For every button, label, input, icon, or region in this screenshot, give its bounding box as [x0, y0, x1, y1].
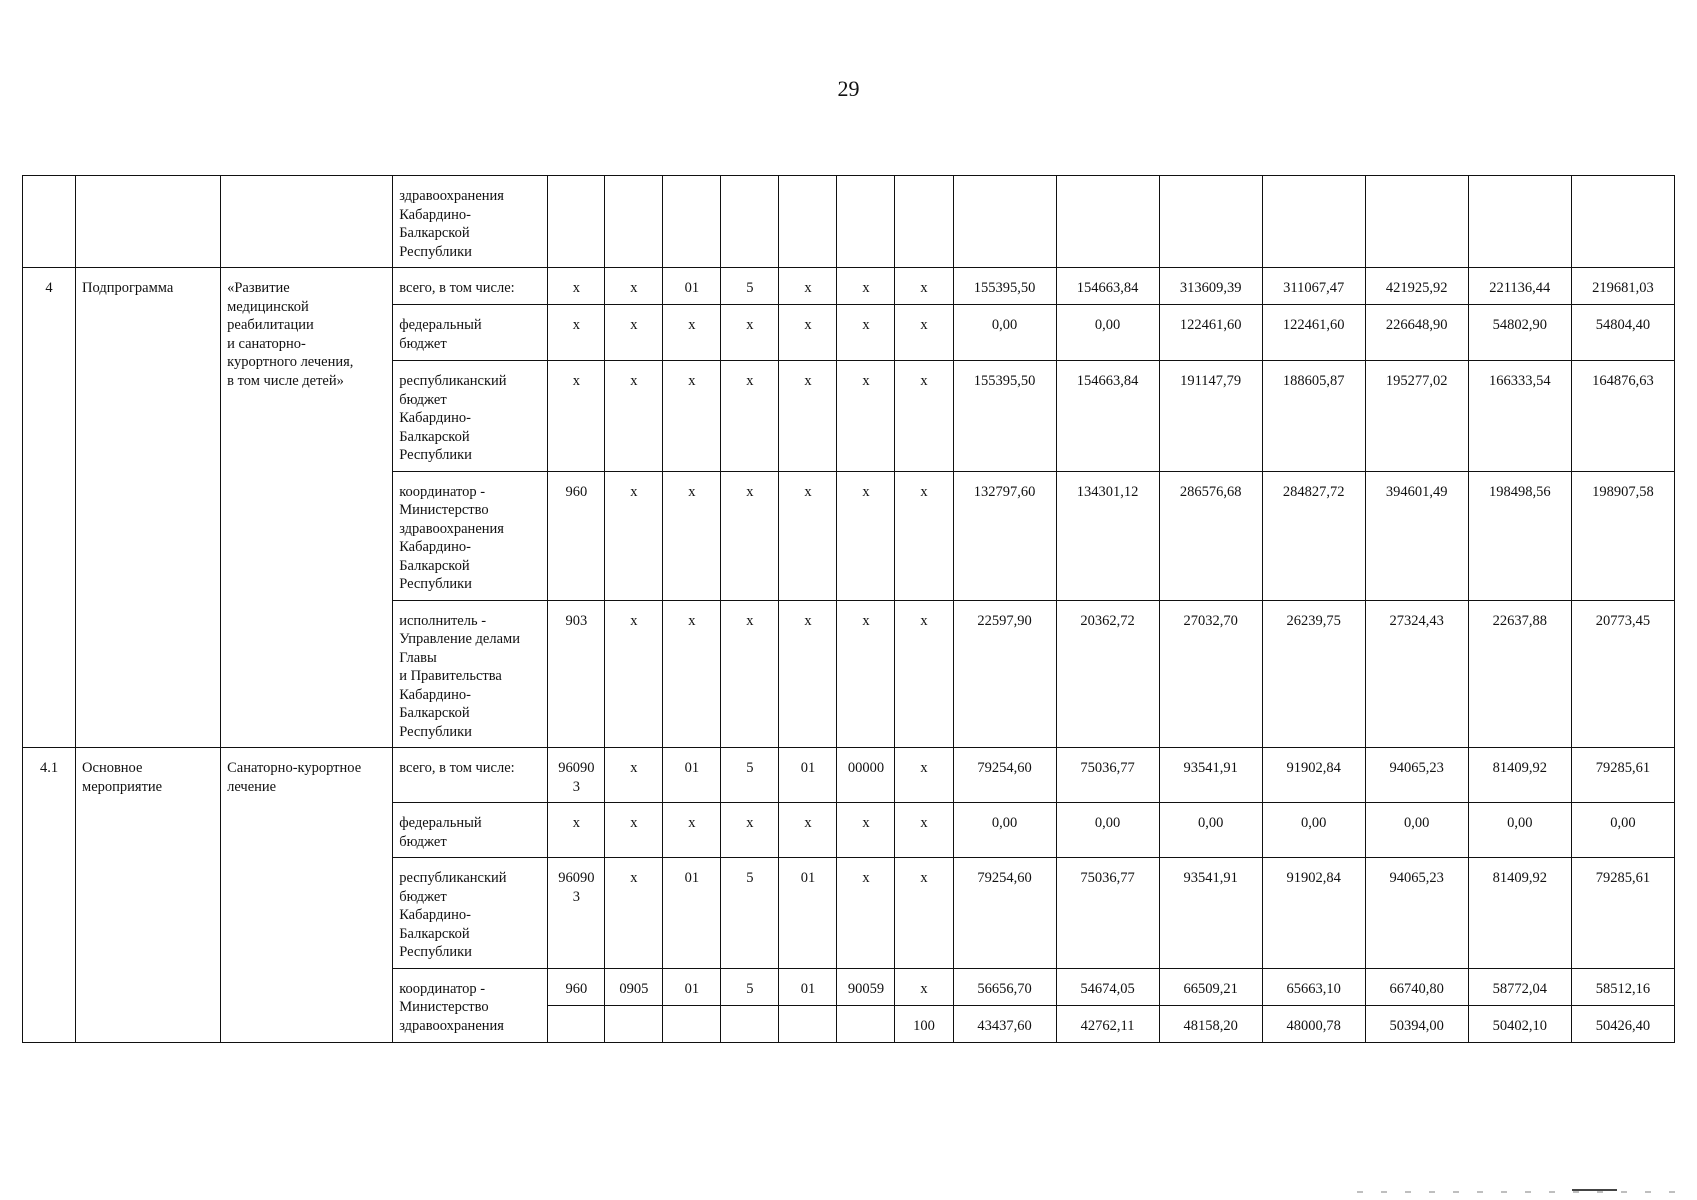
empty-cell: [548, 176, 605, 268]
amount-cell: 0,00: [1365, 803, 1468, 858]
amount-cell: 166333,54: [1468, 361, 1571, 472]
classification-code-cell: x: [895, 268, 953, 305]
status-type-cell: Основное мероприятие: [76, 748, 221, 1043]
classification-code-cell: x: [779, 600, 837, 748]
classification-code-cell: 01: [779, 858, 837, 969]
amount-cell: 0,00: [1159, 803, 1262, 858]
funding-source-cell: республиканский бюджет Кабардино- Балкарской Республики: [393, 361, 548, 472]
classification-code-cell: x: [895, 471, 953, 600]
amount-cell: 75036,77: [1056, 748, 1159, 803]
classification-code-cell: [548, 1005, 605, 1042]
classification-code-cell: x: [605, 268, 663, 305]
amount-cell: 93541,91: [1159, 748, 1262, 803]
amount-cell: 134301,12: [1056, 471, 1159, 600]
amount-cell: 79285,61: [1571, 858, 1674, 969]
amount-cell: 132797,60: [953, 471, 1056, 600]
classification-code-cell: x: [605, 803, 663, 858]
classification-code-cell: x: [779, 268, 837, 305]
classification-code-cell: x: [837, 361, 895, 472]
page-number: 29: [837, 76, 860, 101]
classification-code-cell: 0905: [605, 968, 663, 1005]
funding-source-cell: федеральный бюджет: [393, 305, 548, 361]
amount-cell: 195277,02: [1365, 361, 1468, 472]
amount-cell: 50402,10: [1468, 1005, 1571, 1042]
amount-cell: 0,00: [1056, 305, 1159, 361]
classification-code-cell: 5: [721, 858, 779, 969]
amount-cell: 66740,80: [1365, 968, 1468, 1005]
empty-cell: [1468, 176, 1571, 268]
amount-cell: 79285,61: [1571, 748, 1674, 803]
amount-cell: 188605,87: [1262, 361, 1365, 472]
classification-code-cell: [837, 1005, 895, 1042]
amount-cell: 198907,58: [1571, 471, 1674, 600]
empty-cell: [663, 176, 721, 268]
empty-cell: [23, 176, 76, 268]
amount-cell: 20362,72: [1056, 600, 1159, 748]
empty-cell: [953, 176, 1056, 268]
classification-code-cell: x: [837, 305, 895, 361]
amount-cell: 48158,20: [1159, 1005, 1262, 1042]
funding-source-cell: исполнитель - Управление делами Главы и Правительства Кабардино- Балкарской Республики: [393, 600, 548, 748]
amount-cell: 42762,11: [1056, 1005, 1159, 1042]
amount-cell: 43437,60: [953, 1005, 1056, 1042]
classification-code-cell: x: [548, 268, 605, 305]
classification-code-cell: x: [895, 968, 953, 1005]
classification-code-cell: x: [605, 748, 663, 803]
amount-cell: 54674,05: [1056, 968, 1159, 1005]
classification-code-cell: [663, 1005, 721, 1042]
amount-cell: 26239,75: [1262, 600, 1365, 748]
classification-code-cell: [605, 1005, 663, 1042]
empty-cell: [721, 176, 779, 268]
funding-source-cell: координатор - Министерство здравоохранения Кабардино- Балкарской Республики: [393, 471, 548, 600]
scan-artifact-marks: [1317, 1170, 1697, 1200]
table-row: [23, 176, 1675, 268]
amount-cell: 58772,04: [1468, 968, 1571, 1005]
empty-cell: [1571, 176, 1674, 268]
classification-code-cell: x: [605, 471, 663, 600]
amount-cell: 81409,92: [1468, 748, 1571, 803]
classification-code-cell: x: [895, 858, 953, 969]
empty-cell: [779, 176, 837, 268]
amount-cell: 155395,50: [953, 361, 1056, 472]
amount-cell: 394601,49: [1365, 471, 1468, 600]
classification-code-cell: 01: [779, 968, 837, 1005]
amount-cell: 22597,90: [953, 600, 1056, 748]
amount-cell: 65663,10: [1262, 968, 1365, 1005]
amount-cell: 58512,16: [1571, 968, 1674, 1005]
classification-code-cell: x: [779, 471, 837, 600]
classification-code-cell: 903: [548, 600, 605, 748]
amount-cell: 54804,40: [1571, 305, 1674, 361]
amount-cell: 154663,84: [1056, 268, 1159, 305]
classification-code-cell: x: [779, 361, 837, 472]
classification-code-cell: 5: [721, 748, 779, 803]
classification-code-cell: x: [895, 600, 953, 748]
budget-table: [22, 175, 1675, 1043]
classification-code-cell: x: [837, 803, 895, 858]
amount-cell: 94065,23: [1365, 858, 1468, 969]
classification-code-cell: x: [721, 803, 779, 858]
classification-code-cell: 01: [779, 748, 837, 803]
amount-cell: 191147,79: [1159, 361, 1262, 472]
amount-cell: 0,00: [1468, 803, 1571, 858]
funding-source-cell: всего, в том числе:: [393, 748, 548, 803]
amount-cell: 164876,63: [1571, 361, 1674, 472]
classification-code-cell: x: [548, 803, 605, 858]
amount-cell: 155395,50: [953, 268, 1056, 305]
amount-cell: 79254,60: [953, 748, 1056, 803]
amount-cell: 48000,78: [1262, 1005, 1365, 1042]
classification-code-cell: x: [721, 361, 779, 472]
classification-code-cell: x: [837, 858, 895, 969]
empty-cell: [1365, 176, 1468, 268]
classification-code-cell: 90059: [837, 968, 895, 1005]
classification-code-cell: 96090 3: [548, 748, 605, 803]
amount-cell: 66509,21: [1159, 968, 1262, 1005]
amount-cell: 221136,44: [1468, 268, 1571, 305]
amount-cell: 50426,40: [1571, 1005, 1674, 1042]
amount-cell: 22637,88: [1468, 600, 1571, 748]
classification-code-cell: 01: [663, 968, 721, 1005]
amount-cell: 27324,43: [1365, 600, 1468, 748]
row-number-cell: 4.1: [23, 748, 76, 1043]
empty-cell: [1262, 176, 1365, 268]
classification-code-cell: x: [895, 748, 953, 803]
amount-cell: 122461,60: [1262, 305, 1365, 361]
amount-cell: 219681,03: [1571, 268, 1674, 305]
classification-code-cell: x: [895, 361, 953, 472]
amount-cell: 0,00: [1571, 803, 1674, 858]
classification-code-cell: x: [605, 600, 663, 748]
empty-cell: [1159, 176, 1262, 268]
amount-cell: 122461,60: [1159, 305, 1262, 361]
amount-cell: 54802,90: [1468, 305, 1571, 361]
amount-cell: 79254,60: [953, 858, 1056, 969]
classification-code-cell: x: [663, 361, 721, 472]
amount-cell: 284827,72: [1262, 471, 1365, 600]
classification-code-cell: x: [837, 268, 895, 305]
classification-code-cell: 01: [663, 748, 721, 803]
classification-code-cell: x: [605, 361, 663, 472]
amount-cell: 75036,77: [1056, 858, 1159, 969]
classification-code-cell: x: [663, 803, 721, 858]
table-row: [23, 748, 1675, 803]
amount-cell: 56656,70: [953, 968, 1056, 1005]
funding-source-cell: федеральный бюджет: [393, 803, 548, 858]
classification-code-cell: 5: [721, 268, 779, 305]
classification-code-cell: 5: [721, 968, 779, 1005]
classification-code-cell: 01: [663, 268, 721, 305]
amount-cell: 286576,68: [1159, 471, 1262, 600]
empty-cell: [605, 176, 663, 268]
amount-cell: 154663,84: [1056, 361, 1159, 472]
classification-code-cell: x: [721, 471, 779, 600]
amount-cell: 421925,92: [1365, 268, 1468, 305]
classification-code-cell: x: [721, 600, 779, 748]
classification-code-cell: x: [663, 600, 721, 748]
classification-code-cell: x: [895, 803, 953, 858]
amount-cell: 91902,84: [1262, 858, 1365, 969]
funding-source-cell: координатор - Министерство здравоохранения: [393, 968, 548, 1042]
empty-cell: [76, 176, 221, 268]
amount-cell: 313609,39: [1159, 268, 1262, 305]
amount-cell: 311067,47: [1262, 268, 1365, 305]
status-type-cell: Подпрограмма: [76, 268, 221, 748]
classification-code-cell: x: [605, 858, 663, 969]
empty-cell: [837, 176, 895, 268]
classification-code-cell: x: [721, 305, 779, 361]
amount-cell: 81409,92: [1468, 858, 1571, 969]
classification-code-cell: 100: [895, 1005, 953, 1042]
classification-code-cell: x: [837, 471, 895, 600]
classification-code-cell: [721, 1005, 779, 1042]
row-number-cell: 4: [23, 268, 76, 748]
classification-code-cell: x: [663, 305, 721, 361]
table-row: [23, 268, 1675, 305]
classification-code-cell: 960: [548, 471, 605, 600]
amount-cell: 50394,00: [1365, 1005, 1468, 1042]
amount-cell: 0,00: [1262, 803, 1365, 858]
program-name-cell: «Развитие медицинской реабилитации и санаторно- курортного лечения, в том числе детей»: [221, 268, 393, 748]
classification-code-cell: x: [895, 305, 953, 361]
table-body: [23, 176, 1675, 1043]
classification-code-cell: x: [663, 471, 721, 600]
classification-code-cell: 960: [548, 968, 605, 1005]
funding-source-cell: здравоохранения Кабардино- Балкарской Республики: [393, 176, 548, 268]
funding-source-cell: всего, в том числе:: [393, 268, 548, 305]
classification-code-cell: 01: [663, 858, 721, 969]
empty-cell: [221, 176, 393, 268]
classification-code-cell: 00000: [837, 748, 895, 803]
amount-cell: 0,00: [953, 305, 1056, 361]
amount-cell: 226648,90: [1365, 305, 1468, 361]
program-name-cell: Санаторно-курортное лечение: [221, 748, 393, 1043]
classification-code-cell: x: [779, 803, 837, 858]
amount-cell: 27032,70: [1159, 600, 1262, 748]
classification-code-cell: x: [837, 600, 895, 748]
classification-code-cell: x: [548, 305, 605, 361]
empty-cell: [1056, 176, 1159, 268]
classification-code-cell: x: [548, 361, 605, 472]
classification-code-cell: x: [605, 305, 663, 361]
empty-cell: [895, 176, 953, 268]
classification-code-cell: [779, 1005, 837, 1042]
amount-cell: 94065,23: [1365, 748, 1468, 803]
amount-cell: 93541,91: [1159, 858, 1262, 969]
classification-code-cell: x: [779, 305, 837, 361]
amount-cell: 0,00: [953, 803, 1056, 858]
amount-cell: 198498,56: [1468, 471, 1571, 600]
amount-cell: 0,00: [1056, 803, 1159, 858]
amount-cell: 91902,84: [1262, 748, 1365, 803]
amount-cell: 20773,45: [1571, 600, 1674, 748]
funding-source-cell: республиканский бюджет Кабардино- Балкарской Республики: [393, 858, 548, 969]
classification-code-cell: 96090 3: [548, 858, 605, 969]
